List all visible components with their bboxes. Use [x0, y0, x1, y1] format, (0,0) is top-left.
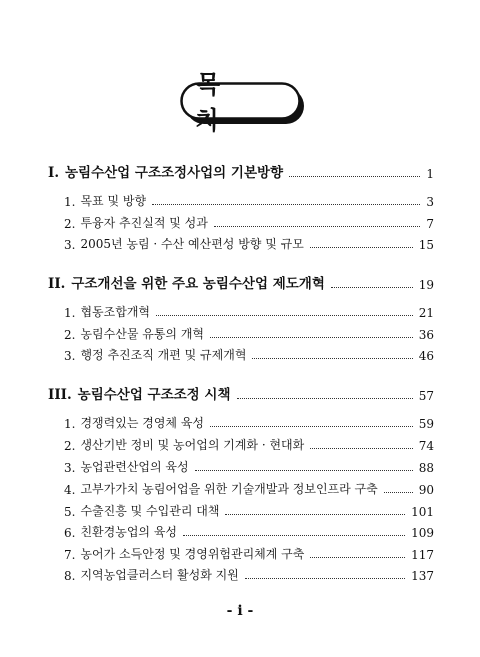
section-page: 1	[426, 167, 434, 181]
entry-number: 4.	[64, 483, 76, 497]
toc-entry[interactable]	[64, 459, 434, 475]
entry-title: 수출진흥 및 수입관리 대책	[80, 504, 220, 518]
entry-page: 74	[418, 439, 434, 453]
section-number: I.	[48, 165, 60, 181]
entry-title: 친환경농업의 육성	[80, 525, 178, 539]
entry-page: 21	[418, 306, 434, 320]
entry-number: 2.	[64, 217, 76, 231]
entry-title: 농어가 소득안정 및 경영위험관리체계 구축	[80, 547, 305, 561]
toc-entry[interactable]	[64, 437, 434, 453]
entry-title: 경쟁력있는 경영체 육성	[80, 416, 205, 430]
entry-page: 109	[411, 526, 434, 540]
leader-dots	[156, 315, 413, 316]
page-number-footer: - i -	[226, 603, 254, 619]
entry-page: 90	[418, 483, 434, 497]
leader-dots	[310, 557, 405, 558]
leader-dots	[214, 226, 421, 227]
entry-number: 8.	[64, 569, 76, 583]
leader-dots	[183, 535, 405, 536]
toc-entry[interactable]	[64, 524, 434, 540]
leader-dots	[195, 470, 413, 471]
entry-title: 행정 추진조직 개편 및 규제개혁	[80, 348, 247, 362]
entry-title: 목표 및 방향	[80, 194, 147, 208]
toc-entry[interactable]	[64, 503, 434, 519]
toc-entry[interactable]	[64, 326, 434, 342]
section-title: 농림수산업 구조조정사업의 기본방향	[65, 165, 284, 181]
entry-title: 협동조합개혁	[80, 305, 151, 319]
toc-entry[interactable]	[64, 215, 434, 231]
entry-number: 2.	[64, 439, 76, 453]
entry-number: 7.	[64, 548, 76, 562]
toc-title-badge	[180, 70, 306, 135]
leader-dots	[252, 358, 412, 359]
toc-title: 목 차	[196, 70, 237, 135]
entry-page: 46	[418, 349, 434, 363]
toc-entry[interactable]	[64, 304, 434, 320]
entry-title: 고부가가치 농림어업을 위한 기술개발과 정보인프라 구축	[80, 482, 378, 496]
section-heading[interactable]	[48, 165, 434, 181]
leader-dots	[210, 337, 413, 338]
leader-dots	[310, 448, 412, 449]
entry-page: 117	[411, 548, 434, 562]
entry-number: 2.	[64, 328, 76, 342]
leader-dots	[384, 492, 413, 493]
entry-number: 6.	[64, 526, 76, 540]
leader-dots	[310, 247, 413, 248]
entry-page: 101	[411, 505, 434, 519]
entry-number: 3.	[64, 349, 76, 363]
entry-page: 15	[418, 238, 434, 252]
leader-dots	[245, 578, 405, 579]
leader-dots	[289, 176, 420, 177]
entry-page: 36	[418, 328, 434, 342]
entry-title: 지역농업클러스터 활성화 지원	[80, 568, 239, 582]
section-number: II.	[48, 276, 66, 292]
entry-number: 3.	[64, 238, 76, 252]
leader-dots	[210, 426, 413, 427]
toc-entry[interactable]	[64, 347, 434, 363]
section-title: 구조개선을 위한 주요 농림수산업 제도개혁	[71, 276, 325, 292]
entry-number: 1.	[64, 417, 76, 431]
toc-entry[interactable]	[64, 193, 434, 209]
leader-dots	[331, 287, 413, 288]
entry-page: 88	[418, 461, 434, 475]
toc-entry[interactable]	[64, 415, 434, 431]
leader-dots	[225, 514, 405, 515]
entry-number: 1.	[64, 195, 76, 209]
toc-entry[interactable]	[64, 236, 434, 252]
section-page: 19	[418, 278, 434, 292]
toc-entry[interactable]	[64, 481, 434, 497]
entry-page: 3	[426, 195, 434, 209]
section-title: 농림수산업 구조조정 시책	[77, 387, 231, 403]
leader-dots	[237, 398, 413, 399]
entry-title: 투융자 추진실적 및 성과	[80, 216, 208, 230]
entry-title: 농림수산물 유통의 개혁	[80, 327, 205, 341]
entry-title: 2005년 농림 · 수산 예산편성 방향 및 규모	[80, 237, 304, 251]
entry-page: 137	[411, 569, 434, 583]
section-heading[interactable]	[48, 276, 434, 292]
entry-title: 생산기반 정비 및 농어업의 기계화 · 현대화	[80, 438, 305, 452]
section-heading[interactable]	[48, 387, 434, 403]
entry-title: 농업관련산업의 육성	[80, 460, 189, 474]
section-number: III.	[48, 387, 72, 403]
entry-page: 59	[418, 417, 434, 431]
leader-dots	[152, 204, 420, 205]
toc-entry[interactable]	[64, 567, 434, 583]
entry-page: 7	[426, 217, 434, 231]
toc-entry[interactable]	[64, 546, 434, 562]
entry-number: 1.	[64, 306, 76, 320]
entry-number: 5.	[64, 505, 76, 519]
entry-number: 3.	[64, 461, 76, 475]
section-page: 57	[418, 389, 434, 403]
